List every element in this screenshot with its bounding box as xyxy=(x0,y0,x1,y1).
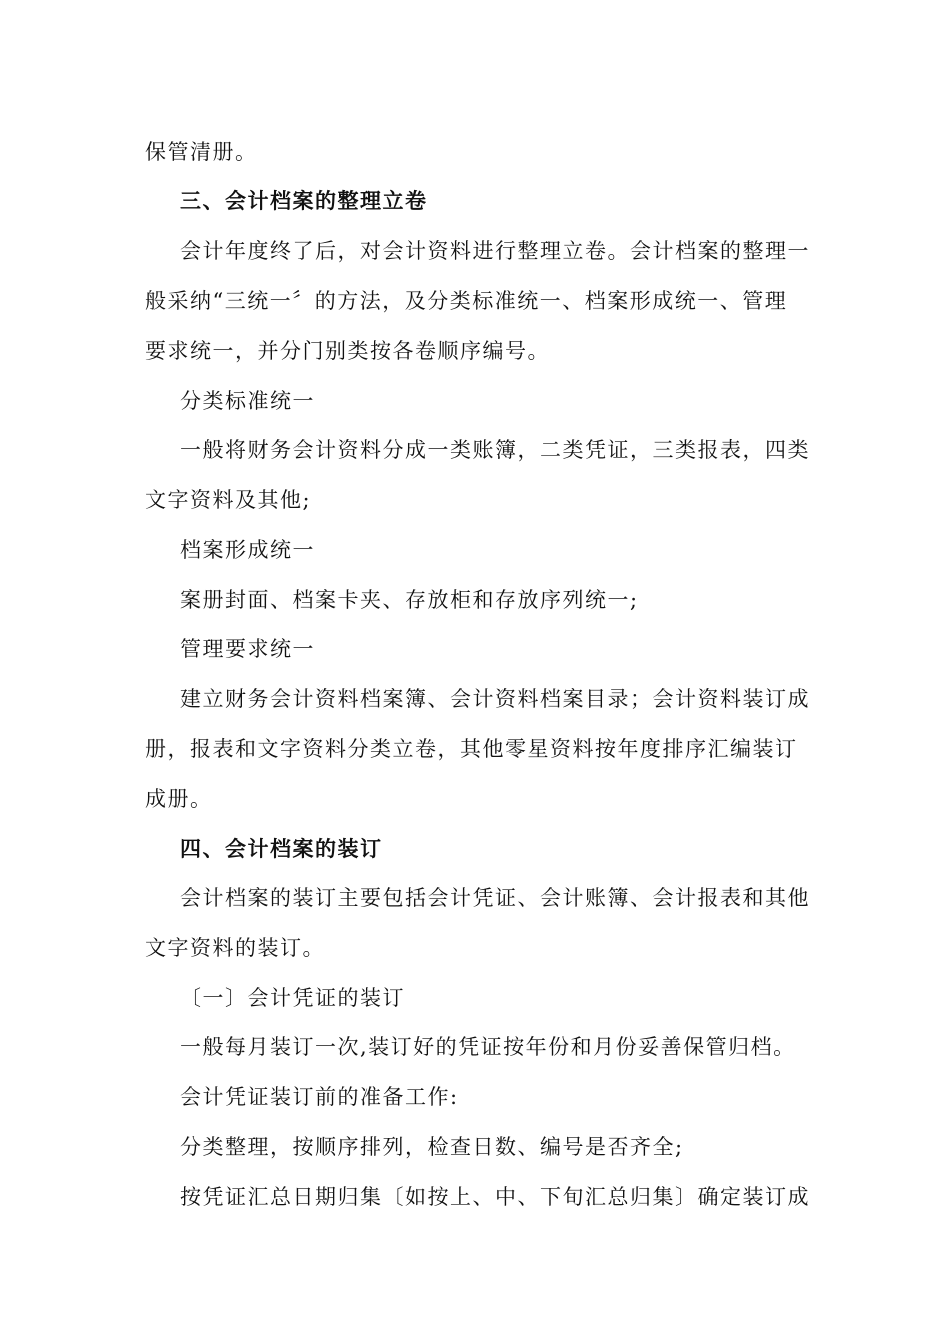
subheading-line: 分类标准统一 xyxy=(180,389,315,413)
paragraph-line: 会计年度终了后，对会计资料进行整理立卷。会计档案的整理一 xyxy=(180,239,810,263)
paragraph-line: 保管清册。 xyxy=(145,140,258,164)
section-heading: 四、会计档案的装订 xyxy=(180,836,383,861)
paragraph-line: 按凭证汇总日期归集〔如按上、中、下旬汇总归集〕确定装订成 xyxy=(180,1185,810,1209)
paragraph-line: 案册封面、档案卡夹、存放柜和存放序列统一; xyxy=(180,588,639,612)
paragraph-line: 册，报表和文字资料分类立卷，其他零星资料按年度排序汇编装订 xyxy=(145,737,798,761)
paragraph-line: 会计凭证装订前的准备工作: xyxy=(180,1085,459,1109)
paragraph-line: 一般每月装订一次,装订好的凭证按年份和月份妥善保管归档。 xyxy=(180,1035,796,1059)
paragraph-line: 文字资料的装订。 xyxy=(145,936,325,960)
paragraph-line: 般采纳“三统一〞的方法，及分类标准统一、档案形成统一、管理 xyxy=(145,289,788,313)
paragraph-line: 成册。 xyxy=(145,787,213,811)
paragraph-line: 会计档案的装订主要包括会计凭证、会计账簿、会计报表和其他 xyxy=(180,886,810,910)
subheading-line: 〔一〕会计凭证的装订 xyxy=(180,986,405,1010)
subheading-line: 管理要求统一 xyxy=(180,637,315,661)
section-heading: 三、会计档案的整理立卷 xyxy=(180,188,428,213)
paragraph-line: 文字资料及其他; xyxy=(145,488,312,512)
paragraph-line: 要求统一，并分门别类按各卷顺序编号。 xyxy=(145,339,550,363)
paragraph-line: 一般将财务会计资料分成一类账簿，二类凭证，三类报表，四类 xyxy=(180,438,810,462)
paragraph-line: 分类整理，按顺序排列，检查日数、编号是否齐全; xyxy=(180,1135,684,1159)
subheading-line: 档案形成统一 xyxy=(180,538,315,562)
paragraph-line: 建立财务会计资料档案簿、会计资料档案目录；会计资料装订成 xyxy=(180,687,810,711)
